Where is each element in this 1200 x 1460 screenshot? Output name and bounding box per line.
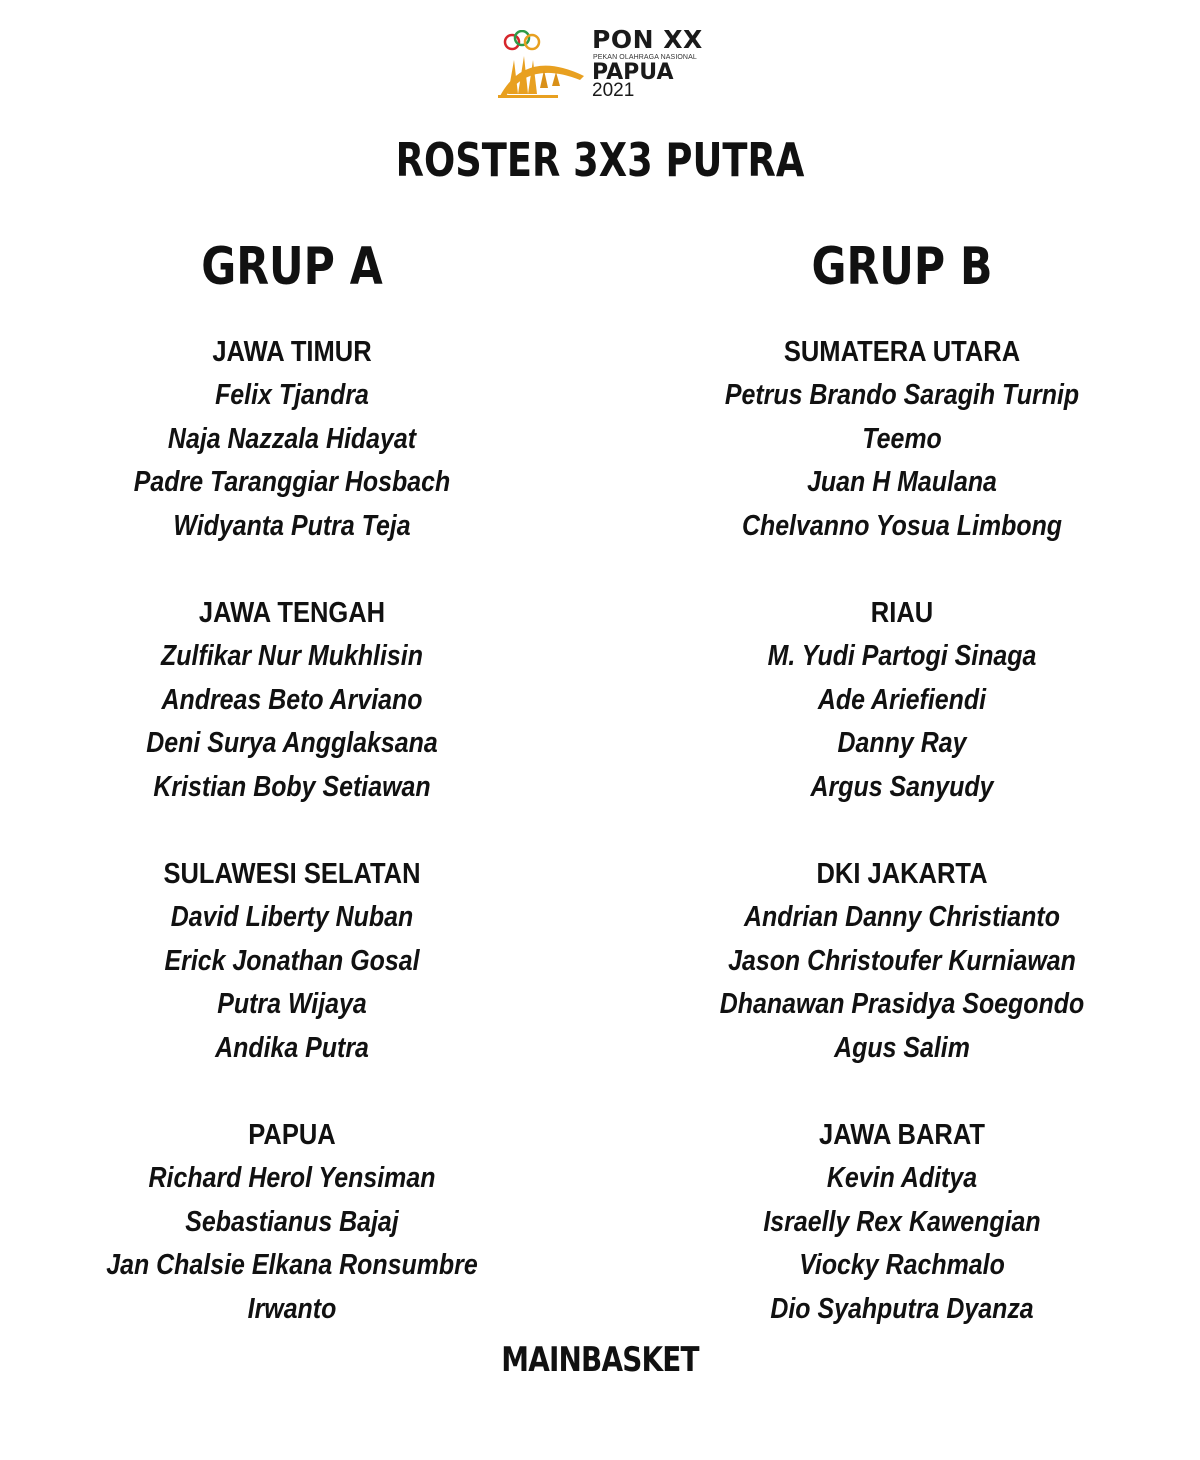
player-name: Dio Syahputra Dyanza <box>770 1292 1034 1325</box>
team-name: PAPUA <box>248 1119 336 1151</box>
group-b-column <box>602 236 1200 1374</box>
group-title: GRUP A <box>201 237 383 297</box>
player-name: Andika Putra <box>215 1031 369 1064</box>
footer-brand: MAINBASKET <box>501 1340 699 1380</box>
player-name: Naja Nazzala Hidayat <box>167 422 417 455</box>
player-name: Petrus Brando Saragih Turnip <box>724 379 1080 411</box>
team-block <box>0 1113 592 1331</box>
team-block <box>602 591 1200 809</box>
player-name: Erick Jonathan Gosal <box>164 944 420 977</box>
group-a-column <box>0 236 592 1374</box>
pon-logo <box>496 26 716 104</box>
team-block <box>602 852 1200 1070</box>
player-name: Agus Salim <box>834 1031 970 1064</box>
team-name: SULAWESI SELATAN <box>163 858 421 890</box>
player-name: Sebastianus Bajaj <box>185 1205 399 1238</box>
player-name: Irwanto <box>247 1292 337 1325</box>
player-name: Juan H Maulana <box>807 466 997 498</box>
player-name: Putra Wijaya <box>217 988 367 1020</box>
team-block <box>0 852 592 1070</box>
player-name: Richard Herol Yensiman <box>148 1162 436 1194</box>
player-name: Deni Surya Angglaksana <box>146 727 438 759</box>
team-block <box>0 591 592 809</box>
team-name: JAWA BARAT <box>819 1119 985 1151</box>
player-name: Dhanawan Prasidya Soegondo <box>719 988 1085 1020</box>
team-name: RIAU <box>870 597 934 629</box>
player-name: Widyanta Putra Teja <box>173 509 411 542</box>
player-name: Zulfikar Nur Mukhlisin <box>161 640 423 672</box>
player-name: Argus Sanyudy <box>810 770 994 803</box>
team-block <box>602 1113 1200 1331</box>
player-name: Andrian Danny Christianto <box>744 901 1060 933</box>
player-name: Ade Ariefiendi <box>817 683 987 716</box>
logo-line3: PAPUA <box>592 60 674 85</box>
player-name: Danny Ray <box>837 727 967 759</box>
player-name: Chelvanno Yosua Limbong <box>741 509 1063 542</box>
player-name: M. Yudi Partogi Sinaga <box>767 640 1037 672</box>
player-name: Jan Chalsie Elkana Ronsumbre <box>106 1249 478 1281</box>
team-block <box>0 330 592 548</box>
logo-line1: PON XX <box>592 25 703 54</box>
player-name: Israelly Rex Kawengian <box>763 1205 1041 1238</box>
logo-line4: 2021 <box>592 80 635 101</box>
player-name: Kevin Aditya <box>826 1162 978 1194</box>
player-name: Padre Taranggiar Hosbach <box>133 466 451 498</box>
player-name: Jason Christoufer Kurniawan <box>728 944 1076 977</box>
team-name: JAWA TENGAH <box>198 597 386 629</box>
player-name: Viocky Rachmalo <box>799 1249 1005 1281</box>
group-title: GRUP B <box>811 237 993 297</box>
page-title: ROSTER 3X3 PUTRA <box>395 133 805 187</box>
player-name: Teemo <box>862 422 942 455</box>
team-name: JAWA TIMUR <box>212 336 372 368</box>
logo-line2: PEKAN OLAHRAGA NASIONAL <box>593 54 697 61</box>
player-name: Felix Tjandra <box>215 379 369 411</box>
pon-papua-logo-icon <box>496 30 588 102</box>
player-name: Kristian Boby Setiawan <box>153 770 431 803</box>
team-block <box>602 330 1200 548</box>
team-name: DKI JAKARTA <box>816 858 988 890</box>
team-name: SUMATERA UTARA <box>783 336 1021 368</box>
player-name: David Liberty Nuban <box>170 901 414 933</box>
player-name: Andreas Beto Arviano <box>161 683 423 716</box>
